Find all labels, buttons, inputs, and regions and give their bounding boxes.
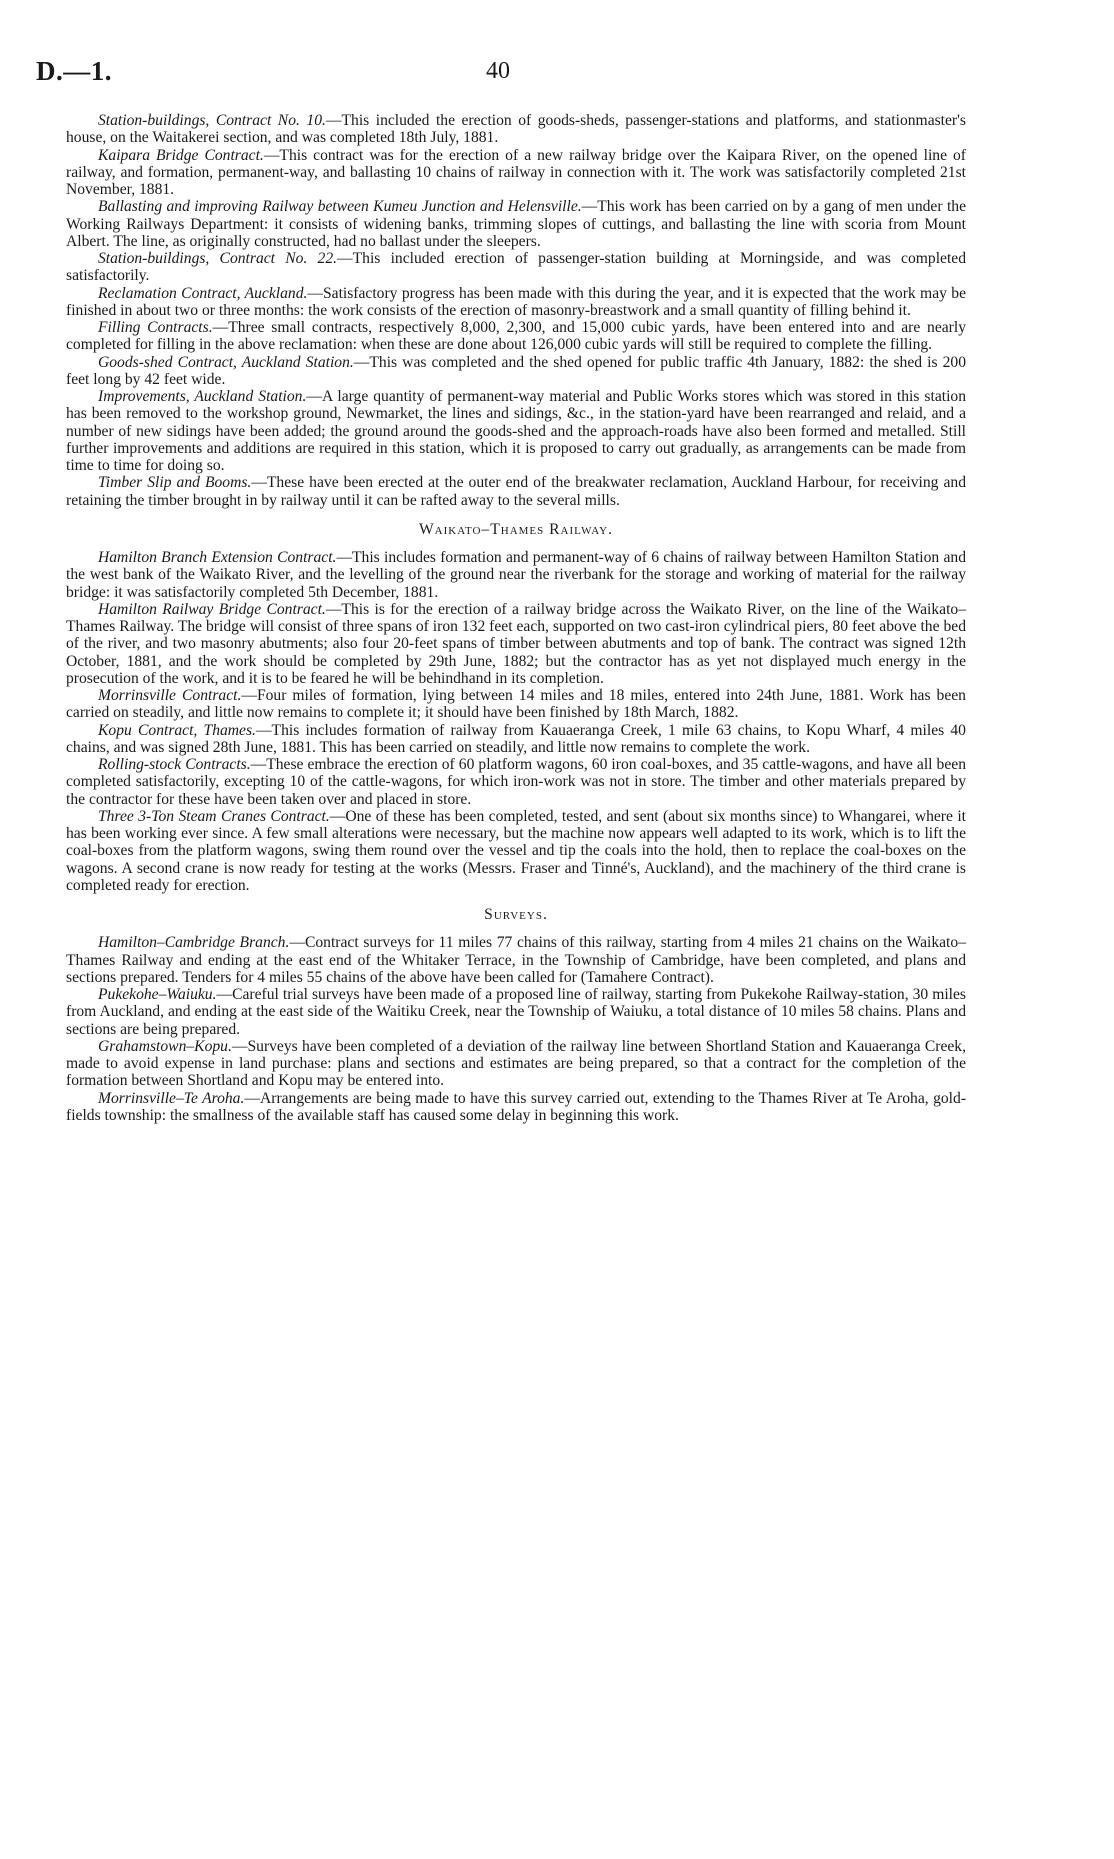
page-number: 40: [486, 58, 510, 84]
paragraph: [66, 549, 966, 601]
paragraph-text: —This includes formation and permanent-way of 6 chains of railway between Hamilton Station and the west bank of the Waikato River, and the levelling of the ground near the riverbank for the storage and working of material for the railway bridge: it was satisfactorily completed 5th December, 1881.: [66, 549, 966, 601]
paragraph-label: Hamilton Railway Bridge Contract.: [98, 600, 326, 618]
paragraph: [66, 722, 966, 757]
paragraph-label: Hamilton Branch Extension Contract.: [98, 549, 337, 566]
paragraph: [66, 756, 966, 808]
paragraph: [66, 112, 966, 147]
paragraph-text: —This was completed and the shed opened for public traffic 4th January, 1882: the shed is 200 feet long by 42 feet wide.: [66, 353, 966, 388]
paragraph: [66, 250, 966, 285]
paragraph-text: —Three small contracts, respectively 8,000, 2,300, and 15,000 cubic yards, have been entered into and are nearly completed for filling in the above reclamation: when these are done about 126,000 cubic yards will still be required to complete the filling.: [66, 319, 966, 354]
paragraph-text: —Satisfactory progress has been made with this during the year, and it is expected that the work may be finished in about two or three months: the work consists of the erection of masonry-breastwork and a small quantity of filling behind it.: [66, 284, 966, 319]
document-body: [66, 112, 966, 1124]
section-heading: Waikato–Thames Railway.: [418, 520, 614, 538]
paragraph: [66, 147, 966, 199]
paragraph-text: —Four miles of formation, lying between 14 miles and 18 miles, entered into 24th June, 1881. Work has been carried on steadily, and little now remains to complete it; it should have been finished by 18th March, 1882.: [66, 687, 966, 722]
paragraph: [66, 1090, 966, 1125]
paragraph: [66, 808, 966, 894]
paragraph-text: —Contract surveys for 11 miles 77 chains of this railway, starting from 4 miles 21 chains on the Waikato–Thames Railway and ending at the east end of the Whitaker Terrace, in the Township of Cambridge, have been completed, and plans and sections prepared. Tenders for 4 miles 55 chains of the above have been called for (Tamahere Contract).: [66, 934, 966, 986]
paragraph-text: —One of these has been completed, tested, and sent (about six months since) to Whangarei, where it has been working ever since. A few small alterations were necessary, but the machine now appears well adapted to its work, which is to lift the coal-boxes from the platform wagons, swing them round over the vessel and tip the coals into the hold, then to replace the coal-boxes on the wagons. A second crane is now ready for testing at the works (Messrs. Fraser and Tinné's, Auckland), and the machinery of the third crane is completed ready for erection.: [66, 807, 967, 894]
paragraph-text: —Careful trial surveys have been made of a proposed line of railway, starting from Pukekohe Railway-station, 30 miles from Auckland, and ending at the east side of the Waitiku Creek, near the Township of Waiuku, a total distance of 10 miles 58 chains. Plans and sections are being prepared.: [66, 986, 966, 1038]
paragraph-label: Kaipara Bridge Contract.: [98, 146, 264, 164]
paragraph-label: Goods-shed Contract, Auckland Station.: [98, 353, 354, 371]
paragraph: [66, 687, 966, 722]
paragraph: [66, 319, 966, 354]
paragraph-label: Hamilton–Cambridge Branch.: [98, 934, 290, 952]
paragraph-text: —This is for the erection of a railway bridge across the Waikato River, on the line of the Waikato–Thames Railway. The bridge will consist of three spans of iron 132 feet each, supported on two cast-iron cylindrical piers, 80 feet above the bed of the river, and two masonry abutments; also four 20-feet spans of timber between abutments and top of bank. The contract was signed 12th October, 1881, and the work should be completed by 29th June, 1882; but the contractor has as yet not displayed much energy in the prosecution of the work, and it is to be feared he will be behindhand in its completion.: [66, 600, 966, 687]
paragraph-label: Morrinsville Contract.: [98, 687, 242, 704]
paragraph-text: —These have been erected at the outer end of the breakwater reclamation, Auckland Harbour, for receiving and retaining the timber brought in by railway until it can be rafted away to the several mills.: [66, 474, 966, 509]
paragraph: [66, 474, 966, 509]
paragraph: [66, 1038, 966, 1090]
section-heading: Surveys.: [484, 906, 548, 923]
paragraph-label: Grahamstown–Kopu.: [98, 1037, 232, 1055]
paragraph: [66, 934, 966, 986]
paragraph: [66, 198, 966, 250]
paragraph-label: Filling Contracts.: [98, 319, 213, 336]
paragraph-text: —Surveys have been completed of a deviation of the railway line between Shortland Station and Kauaeranga Creek, made to avoid expense in land purchase: plans and sections and estimates are being prepared, so that a contract for the completion of the formation between Shortland and Kopu may be entered into.: [66, 1037, 966, 1090]
paragraph: [66, 354, 966, 389]
paragraph-label: Timber Slip and Booms.: [98, 474, 252, 492]
paragraph: [66, 388, 966, 474]
paragraph-text: —This work has been carried on by a gang of men under the Working Railways Department: it consists of widening banks, trimming slopes of cuttings, and ballasting the line with scoria from Mount Albert. The line, as originally constructed, had no ballast under the sleepers.: [66, 198, 966, 250]
paragraph-label: Improvements, Auckland Station.: [98, 388, 307, 405]
paragraph-text: —Arrangements are being made to have this survey carried out, extending to the Thames River at Te Aroha, gold-fields township: the smallness of the available staff has caused some delay in beginning this work.: [66, 1089, 967, 1124]
paragraph-label: Kopu Contract, Thames.: [98, 721, 256, 739]
paragraph-label: Three 3-Ton Steam Cranes Contract.: [98, 807, 330, 825]
paragraph-label: Station-buildings, Contract No. 22.: [98, 250, 338, 267]
paragraph-label: Ballasting and improving Railway between Kumeu Junction and Helensville.: [98, 198, 582, 216]
paragraph-text: —This included erection of passenger-station building at Morningside, and was completed satisfactorily.: [66, 250, 966, 285]
paragraph-text: —This included the erection of goods-sheds, passenger-stations and platforms, and stationmaster's house, on the Waitakerei section, and was completed 18th July, 1881.: [66, 112, 967, 147]
paragraph-text: —A large quantity of permanent-way material and Public Works stores which was stored in this station has been removed to the workshop ground, Newmarket, the lines and sidings, &c., in the station-yard have been rearranged and relaid, and a number of new sidings have been added; the ground around the goods-shed and the approach-roads have also been formed and metalled. Still further improvements and additions are required in this station, which it is proposed to carry out gradually, as arrangements can be made from time to time for doing so.: [66, 388, 967, 474]
paragraph-text: —These embrace the erection of 60 platform wagons, 60 iron coal-boxes, and 35 cattle-wagons, and have all been completed satisfactorily, excepting 10 of the cattle-wagons, for which iron-work was not in store. The timber and other materials prepared by the contractor for these have been taken over and placed in store.: [66, 756, 966, 808]
paragraph: [66, 285, 966, 320]
paragraph-label: Reclamation Contract, Auckland.: [98, 284, 308, 302]
paragraph-label: Rolling-stock Contracts.: [98, 756, 251, 773]
paragraph: [66, 601, 966, 687]
paragraph-label: Station-buildings, Contract No. 10.: [98, 112, 326, 129]
paragraph-label: Pukekohe–Waiuku.: [98, 986, 217, 1003]
paragraph-text: —This includes formation of railway from Kauaeranga Creek, 1 mile 63 chains, to Kopu Wharf, 4 miles 40 chains, and was signed 28th June, 1881. This has been carried on steadily, and little now remains to complete the work.: [66, 721, 966, 756]
paragraph: [66, 986, 966, 1038]
paragraph-label: Morrinsville–Te Aroha.: [98, 1089, 245, 1107]
page-header: [36, 56, 1036, 96]
document-code: D.—1.: [36, 56, 112, 86]
paragraph-text: —This contract was for the erection of a new railway bridge over the Kaipara River, on the opened line of railway, and formation, permanent-way, and ballasting 10 chains of railway in connection with it. The work was satisfactorily completed 21st November, 1881.: [66, 146, 967, 198]
